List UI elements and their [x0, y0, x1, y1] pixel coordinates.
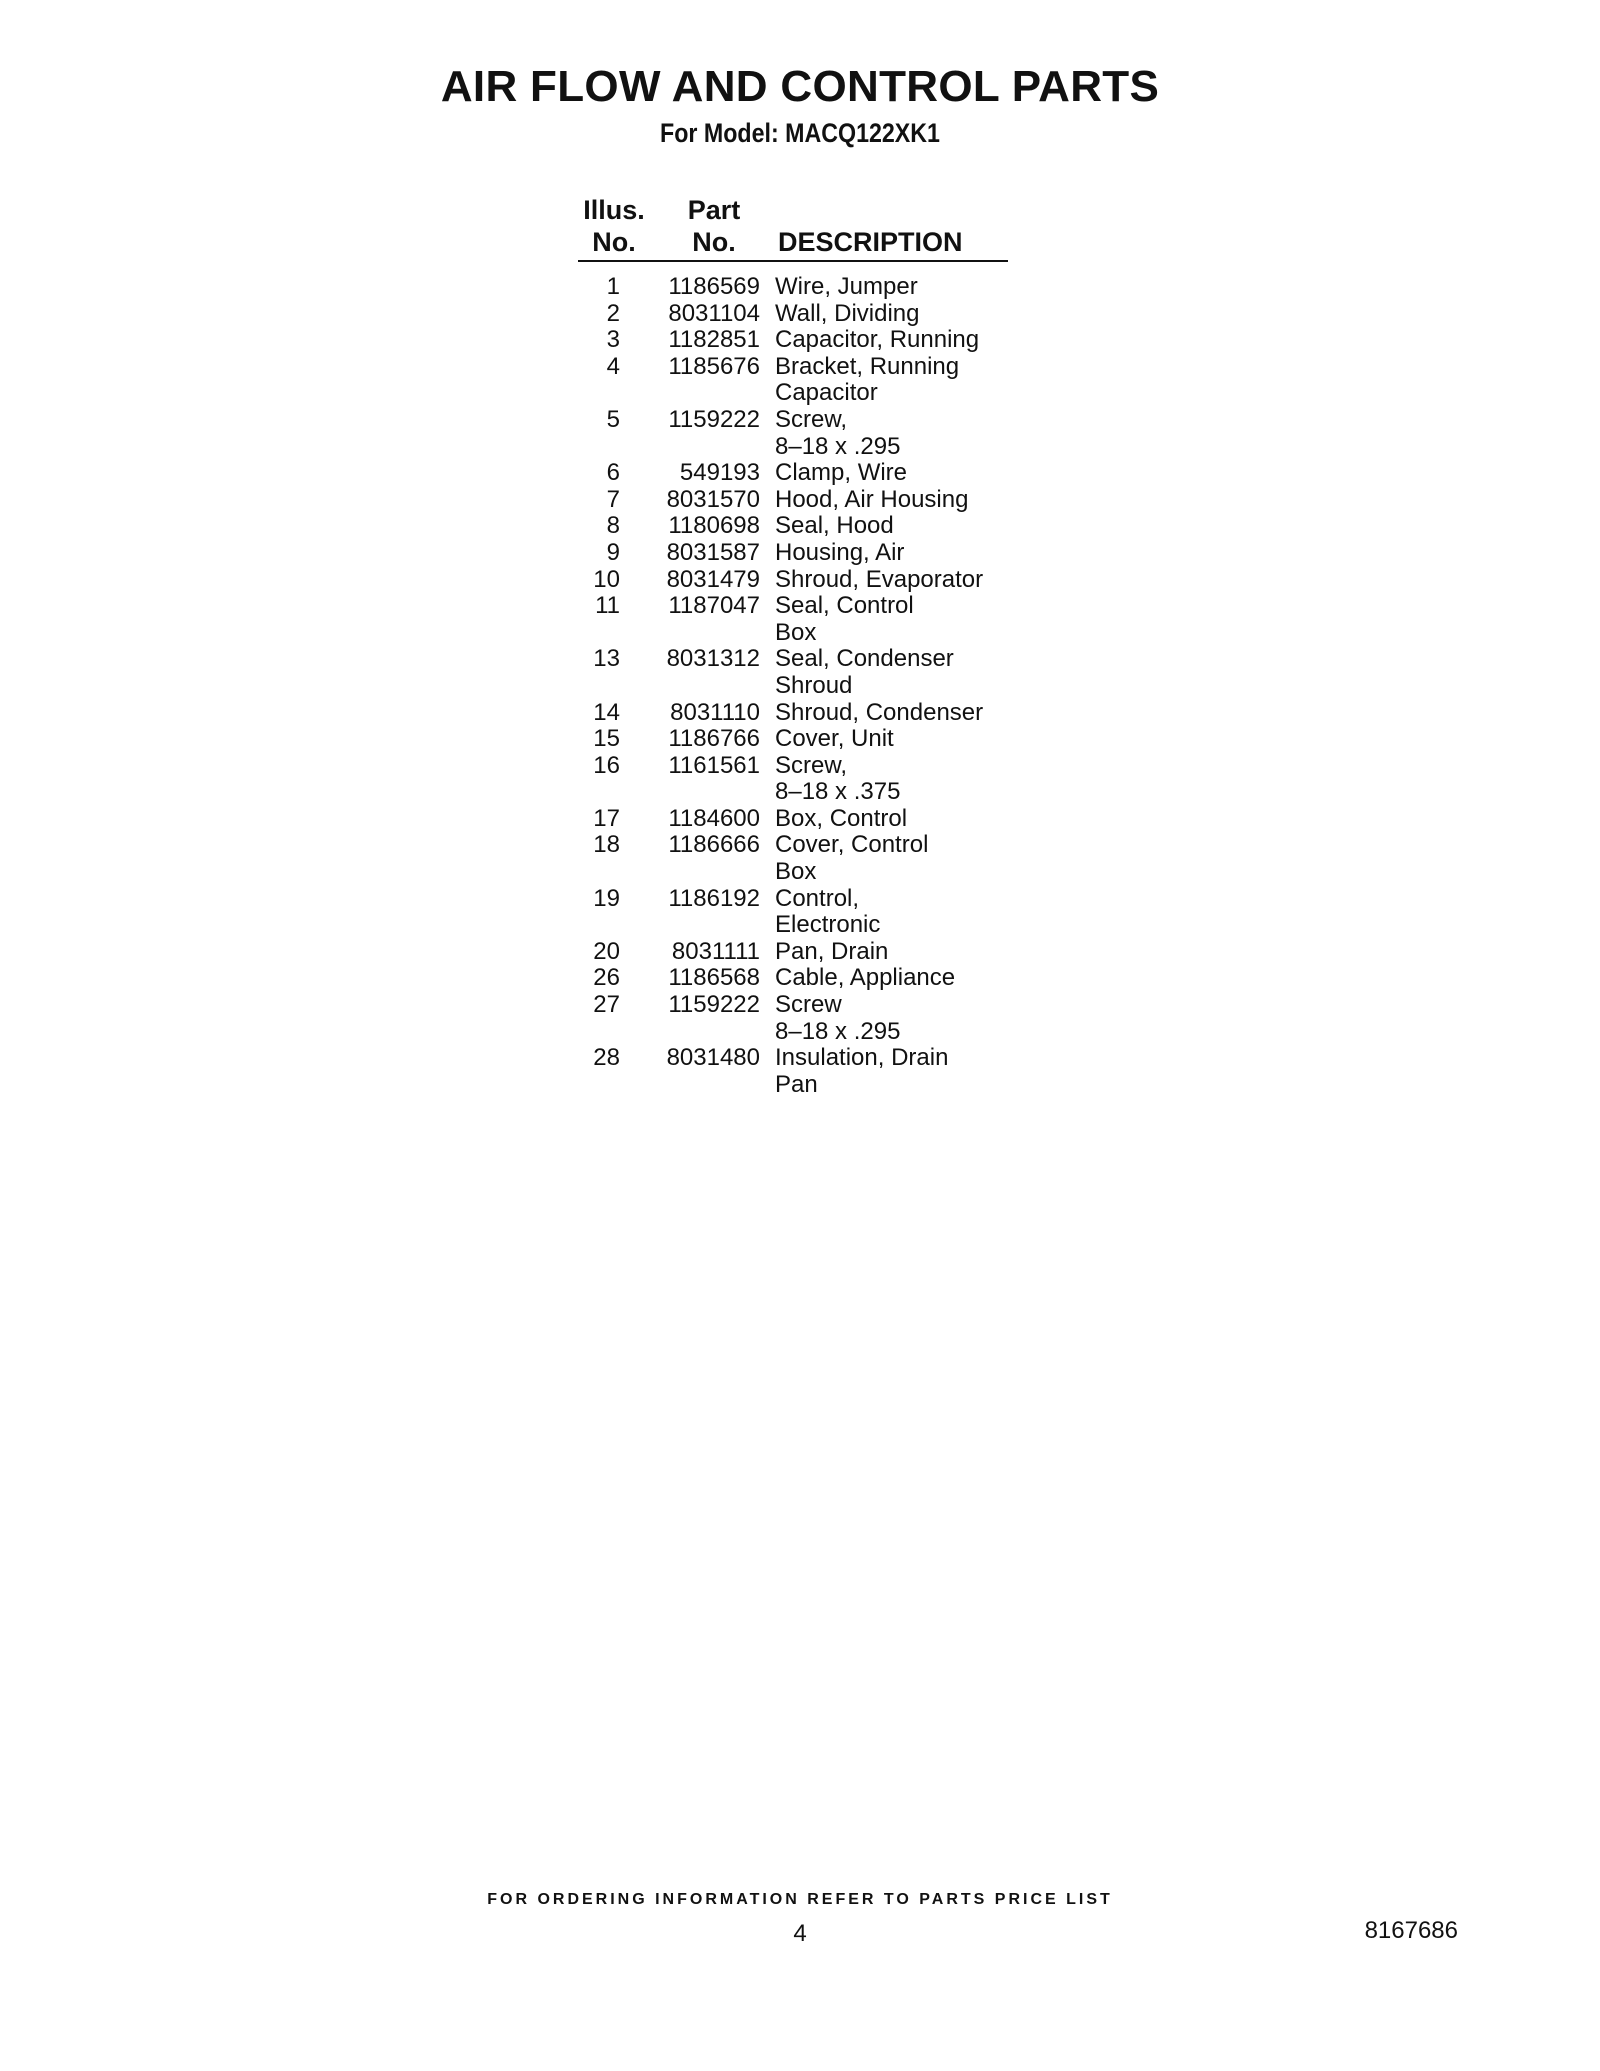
table-row — [578, 513, 1008, 540]
table-row — [578, 407, 1008, 460]
illus-number: 2 — [606, 299, 620, 327]
part-description: Cable, Appliance — [775, 964, 956, 992]
header-part-no — [668, 194, 760, 258]
part-description: Insulation, Drain Pan — [775, 1044, 949, 1098]
part-number: 1159222 — [668, 991, 760, 1019]
table-row — [578, 646, 1008, 699]
illus-number: 28 — [593, 1044, 620, 1072]
part-description: Pan, Drain — [775, 937, 889, 965]
illus-number: 7 — [606, 485, 620, 513]
part-description: Screw 8–18 x .295 — [775, 991, 901, 1045]
table-row — [578, 992, 1008, 1045]
part-description: Shroud, Evaporator — [775, 565, 984, 593]
part-number: 1186766 — [668, 725, 760, 753]
table-row — [578, 274, 1008, 301]
table-row — [578, 593, 1008, 646]
illus-number: 17 — [593, 804, 620, 832]
illus-number: 26 — [593, 964, 620, 992]
table-row — [578, 460, 1008, 487]
part-number: 1180698 — [668, 512, 760, 540]
illus-number: 13 — [593, 645, 620, 673]
header-illus-no-text: Illus. No. — [583, 195, 645, 257]
illus-number: 15 — [593, 725, 620, 753]
table-row — [578, 700, 1008, 727]
parts-table — [578, 192, 1008, 1098]
part-number: 1159222 — [668, 405, 760, 433]
part-number: 8031587 — [666, 538, 760, 566]
part-description: Bracket, Running Capacitor — [775, 352, 960, 407]
part-number: 8031110 — [670, 698, 760, 726]
illus-number: 11 — [595, 592, 620, 620]
part-number: 8031312 — [666, 645, 760, 673]
document-number: 8167686 — [1364, 1917, 1458, 1944]
part-description: Cover, Control Box — [775, 831, 929, 886]
part-description: Screw, 8–18 x .375 — [775, 751, 901, 806]
page-number: 4 — [793, 1920, 807, 1947]
part-description: Control, Electronic — [775, 884, 881, 939]
part-description: Hood, Air Housing — [775, 485, 969, 513]
part-number: 1186569 — [668, 273, 760, 300]
table-row — [578, 832, 1008, 885]
part-number: 8031111 — [671, 937, 760, 965]
part-number: 8031104 — [668, 299, 760, 327]
header-part-no-text: Part No. — [687, 195, 741, 257]
part-description: Housing, Air — [775, 538, 905, 566]
part-description: Capacitor, Running — [775, 326, 980, 354]
page-title: AIR FLOW AND CONTROL PARTS — [440, 62, 1160, 111]
part-number: 1186666 — [668, 831, 760, 859]
part-description: Wall, Dividing — [775, 299, 920, 327]
part-number: 8031479 — [666, 565, 760, 593]
table-body — [578, 274, 1008, 1098]
table-row — [578, 806, 1008, 833]
illus-number: 19 — [593, 884, 620, 912]
illus-number: 8 — [606, 512, 620, 540]
illus-number: 27 — [593, 991, 620, 1019]
illus-number: 18 — [593, 831, 620, 859]
table-row — [578, 965, 1008, 992]
part-number: 1184600 — [668, 804, 760, 832]
illus-number: 6 — [606, 459, 620, 487]
table-row — [578, 939, 1008, 966]
part-description: Wire, Jumper — [775, 273, 918, 300]
table-row — [578, 1045, 1008, 1098]
header-description: DESCRIPTION — [778, 227, 963, 257]
model-subtitle: For Model: MACQ122XK1 — [660, 118, 940, 148]
table-row — [578, 567, 1008, 594]
part-description: Seal, Hood — [775, 512, 894, 540]
table-row — [578, 354, 1008, 407]
part-number: 1182851 — [668, 326, 760, 354]
illus-number: 4 — [606, 352, 620, 380]
part-number: 1161561 — [668, 751, 760, 779]
table-row — [578, 327, 1008, 354]
header-illus-no — [578, 194, 650, 258]
illus-number: 20 — [593, 937, 620, 965]
ordering-note: FOR ORDERING INFORMATION REFER TO PARTS PRICE LIST — [487, 1891, 1113, 1908]
part-description: Box, Control — [775, 804, 908, 832]
illus-number: 1 — [606, 273, 620, 300]
part-description: Seal, Condenser Shroud — [775, 645, 954, 699]
part-description: Cover, Unit — [775, 725, 894, 753]
part-number: 1187047 — [668, 592, 760, 620]
part-description: Shroud, Condenser — [775, 698, 984, 726]
table-row — [578, 886, 1008, 939]
part-description: Screw, 8–18 x .295 — [775, 405, 901, 460]
illus-number: 9 — [606, 538, 620, 566]
illus-number: 14 — [593, 698, 620, 726]
part-number: 8031480 — [666, 1044, 760, 1072]
part-number: 1185676 — [668, 352, 760, 380]
illus-number: 16 — [593, 751, 620, 779]
part-number: 1186192 — [668, 884, 760, 912]
illus-number: 3 — [606, 326, 620, 354]
illus-number: 10 — [593, 565, 620, 593]
part-number: 8031570 — [666, 485, 760, 513]
table-row — [578, 301, 1008, 328]
part-description: Seal, Control Box — [775, 592, 914, 646]
part-number: 1186568 — [668, 964, 760, 992]
part-number: 549193 — [679, 459, 760, 487]
part-description: Clamp, Wire — [775, 459, 908, 487]
table-row — [578, 726, 1008, 753]
table-row — [578, 753, 1008, 806]
table-row — [578, 540, 1008, 567]
table-row — [578, 487, 1008, 514]
table-header — [578, 192, 1008, 262]
illus-number: 5 — [606, 405, 620, 433]
